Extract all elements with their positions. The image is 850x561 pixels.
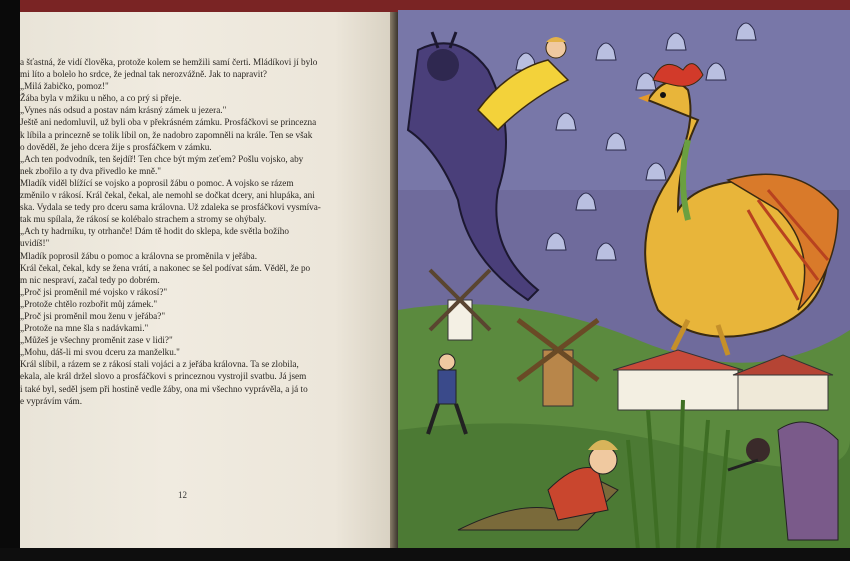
text-line: „Vynes nás odsud a postav nám krásný zámek u jezera." bbox=[20, 105, 227, 116]
text-line: „Protože na mne šla s nadávkami." bbox=[20, 323, 149, 334]
text-line: m nic nespraví, začal tedy po dobrém. bbox=[20, 274, 160, 285]
text-line: Mladík viděl blížící se vojsko a poprosil žábu o pomoc. A vojsko se rázem bbox=[20, 177, 294, 188]
text-line: změnilo v rákosí. Král čekal, čekal, ale nemohl se dočkat dcery, ani hlupáka, ani bbox=[20, 190, 315, 201]
text-line: tak mu spílala, že rákosí se kolébalo strachem a stromy se ohýbaly. bbox=[20, 214, 267, 225]
right-page-illustration bbox=[398, 10, 850, 550]
illustration-svg bbox=[398, 10, 850, 550]
text-line: e vyprávím vám. bbox=[20, 395, 82, 406]
text-line: i také byl, seděl jsem při hostině vedle žáby, ona mi všechno vyprávěla, a já to bbox=[20, 383, 308, 394]
text-line: „Můžeš je všechny proměnit zase v lidi?" bbox=[20, 335, 173, 346]
book-gutter-shadow bbox=[390, 12, 398, 548]
story-text bbox=[20, 56, 365, 407]
book-left-edge bbox=[0, 0, 20, 561]
text-line: „Ach ten podvodník, ten šejdíř! Ten chce být mým zeťem? Pošlu vojsko, aby bbox=[20, 153, 304, 164]
left-page bbox=[20, 12, 390, 548]
text-line: „Mohu, dáš-li mi svou dceru za manželku." bbox=[20, 347, 180, 358]
page-number: 12 bbox=[178, 490, 187, 500]
text-line: uvidíš!" bbox=[20, 238, 50, 249]
text-line: Král slíbil, a rázem se z rákosí stali vojáci a z jeřába královna. Ta se zlobila, bbox=[20, 359, 299, 370]
text-line: „Milá žabičko, pomoz!" bbox=[20, 81, 109, 92]
text-line: „Proč jsi proměnil mou ženu v jeřába?" bbox=[20, 310, 166, 321]
book-bottom-edge bbox=[0, 548, 850, 561]
text-line: Mladík poprosil žábu o pomoc a královna se proměnila v jeřába. bbox=[20, 250, 258, 261]
text-line: „Proč jsi proměnil mé vojsko v rákosí?" bbox=[20, 286, 168, 297]
text-line: nek zbořilo a ty dva přivedlo ke mně." bbox=[20, 165, 162, 176]
text-line: k líbila a princezně se tolik líbil on, že nadobro zapomněli na krále. Ten se však bbox=[20, 129, 313, 140]
text-line: Žába byla v mžiku u něho, a co prý si přeje. bbox=[20, 93, 182, 104]
text-line: ekala, ale král držel slovo a prosfáčkovi s princeznou vystrojil svatbu. Já jsem bbox=[20, 371, 307, 382]
text-line: Král čekal, čekal, kdy se žena vrátí, a nakonec se šel podívat sám. Věděl, že po bbox=[20, 262, 311, 273]
text-line: mi líto a bolelo ho srdce, že jednal tak nerozvážně. Jak to napravit? bbox=[20, 69, 267, 80]
text-line: „Ach ty hadrníku, ty otrhanče! Dám tě hodit do sklepa, kde světla božího bbox=[20, 226, 289, 237]
text-line: ska. Vydala se tedy pro dceru sama královna. Už zdaleka se prosfáčkovi vysmíva- bbox=[20, 202, 321, 213]
text-line: Ještě ani nedomluvil, už byli oba v překrásném zámku. Prosfáčkovi se princezna bbox=[20, 117, 317, 128]
text-line: „Protože chtělo rozbořit můj zámek." bbox=[20, 298, 158, 309]
text-line: a šťastná, že vidí člověka, protože kolem se hemžili samí čerti. Mládíkovi jí bylo bbox=[20, 57, 318, 67]
text-line: o dověděl, že jeho dcera žije s prosfáčkem v zámku. bbox=[20, 141, 212, 152]
